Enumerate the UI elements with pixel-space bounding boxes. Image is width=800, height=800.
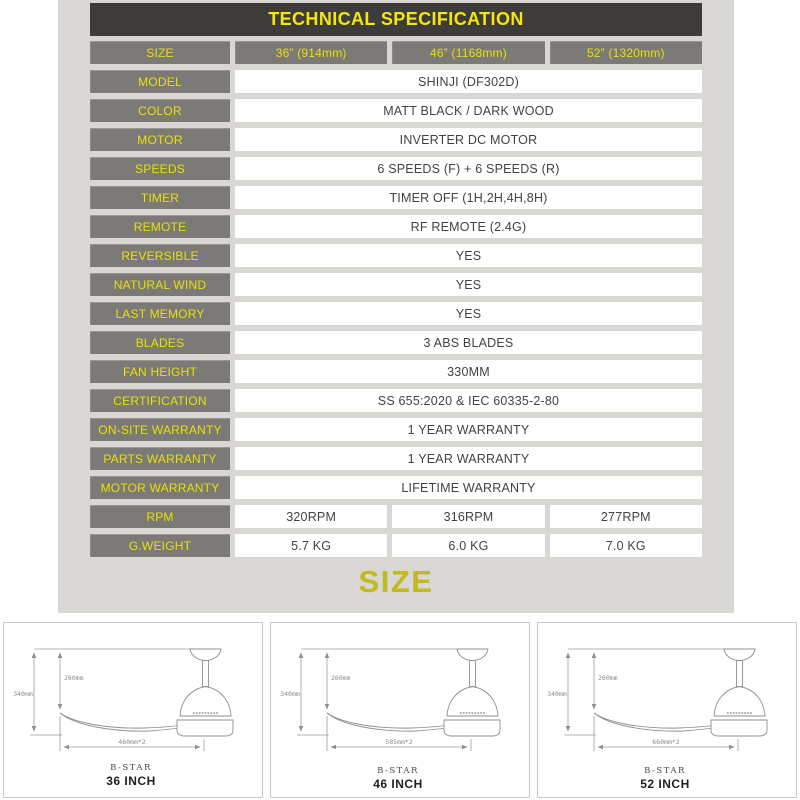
spec-row-reversible — [90, 244, 702, 267]
dim-total-height-label: 340mm — [13, 690, 33, 698]
spec-row-color — [90, 99, 702, 122]
weight-value-46: 6.0 KG — [392, 534, 544, 557]
size-columns — [235, 41, 702, 64]
series-name-label: B-STAR — [377, 766, 419, 776]
spec-value-cell: LIFETIME WARRANTY — [235, 476, 702, 499]
spec-row-timer — [90, 186, 702, 209]
spec-label-cell: COLOR — [90, 99, 230, 122]
section-title-bar — [90, 3, 702, 36]
spec-row-motor — [90, 128, 702, 151]
panel-size-label: 52 INCH — [640, 777, 690, 791]
fan-downrod — [737, 661, 743, 687]
panel-size-label: 46 INCH — [373, 777, 423, 791]
rpm-value-46: 316RPM — [392, 505, 544, 528]
size-col-36: 36” (914mm) — [235, 41, 387, 64]
spec-row-fan-height — [90, 360, 702, 383]
spec-label-cell: ON-SITE WARRANTY — [90, 418, 230, 441]
fan-body — [444, 649, 500, 736]
dim-total-height-label: 340mm — [547, 690, 567, 698]
weight-value-52: 7.0 KG — [550, 534, 702, 557]
size-panel-36-inch — [3, 622, 263, 798]
spec-value-cell: TIMER OFF (1H,2H,4H,8H) — [235, 186, 702, 209]
spec-row-natural-wind — [90, 273, 702, 296]
spec-row-last-memory — [90, 302, 702, 325]
spec-row-parts-warranty — [90, 447, 702, 470]
spec-label-cell: SPEEDS — [90, 157, 230, 180]
series-name-label: B-STAR — [110, 763, 152, 773]
spec-value-cell: YES — [235, 302, 702, 325]
spec-row-motor-warranty — [90, 476, 702, 499]
spec-label-cell: MOTOR — [90, 128, 230, 151]
spec-row-blades — [90, 331, 702, 354]
fan-motor-bell — [447, 687, 498, 717]
spec-label-cell: BLADES — [90, 331, 230, 354]
spec-label-cell: MOTOR WARRANTY — [90, 476, 230, 499]
section-title: TECHNICAL SPECIFICATION — [268, 9, 524, 29]
fan-motor-bell — [714, 687, 765, 717]
spec-value-cell: SS 655:2020 & IEC 60335-2-80 — [235, 389, 702, 412]
fan-light-housing — [711, 720, 767, 736]
dim-body-height-label: 260mm — [598, 674, 618, 682]
spec-label-cell: REVERSIBLE — [90, 244, 230, 267]
spec-label-cell: FAN HEIGHT — [90, 360, 230, 383]
fan-canopy — [190, 649, 221, 661]
size-col-46: 46” (1168mm) — [392, 41, 544, 64]
spec-label-cell: G.WEIGHT — [90, 534, 230, 557]
fan-body — [177, 649, 233, 736]
spec-label-cell: NATURAL WIND — [90, 273, 230, 296]
spec-value-cell: 330MM — [235, 360, 702, 383]
size-panel-46-inch — [270, 622, 530, 798]
spec-row-certification — [90, 389, 702, 412]
rpm-value-52: 277RPM — [550, 505, 702, 528]
spec-label-cell: MODEL — [90, 70, 230, 93]
series-name-label: B-STAR — [644, 766, 686, 776]
dim-blade-span-label: 585mm*2 — [385, 738, 413, 746]
dim-body-height-label: 260mm — [64, 674, 84, 682]
spec-label-cell: REMOTE — [90, 215, 230, 238]
weight-value-36: 5.7 KG — [235, 534, 387, 557]
spec-value-cell: 6 SPEEDS (F) + 6 SPEEDS (R) — [235, 157, 702, 180]
dim-total-height-label: 340mm — [280, 690, 300, 698]
fan-body — [711, 649, 767, 736]
spec-row-onsite-warranty — [90, 418, 702, 441]
fan-dimension-diagram-46 — [271, 623, 529, 797]
dim-blade-span-label: 460mm*2 — [118, 738, 146, 746]
spec-value-cell: 1 YEAR WARRANTY — [235, 447, 702, 470]
rpm-value-36: 320RPM — [235, 505, 387, 528]
fan-canopy — [457, 649, 488, 661]
spec-row-gweight — [90, 534, 702, 557]
fan-downrod — [203, 661, 209, 687]
spec-value-cell: 1 YEAR WARRANTY — [235, 418, 702, 441]
spec-label-cell: TIMER — [90, 186, 230, 209]
spec-table — [90, 3, 702, 557]
size-panel-52-inch — [537, 622, 797, 798]
spec-value-cell: INVERTER DC MOTOR — [235, 128, 702, 151]
spec-label-cell: PARTS WARRANTY — [90, 447, 230, 470]
dim-body-height-label: 260mm — [331, 674, 351, 682]
spec-label-cell: LAST MEMORY — [90, 302, 230, 325]
spec-value-cell: MATT BLACK / DARK WOOD — [235, 99, 702, 122]
fan-canopy — [724, 649, 755, 661]
fan-dimension-diagram-52 — [538, 623, 796, 797]
spec-row-speeds — [90, 157, 702, 180]
technical-specification-card — [58, 0, 734, 613]
rpm-columns — [235, 505, 702, 528]
fan-motor-bell — [180, 687, 231, 717]
size-panels — [0, 622, 800, 798]
fan-dimension-diagram-36 — [4, 623, 262, 797]
spec-value-cell: SHINJI (DF302D) — [235, 70, 702, 93]
spec-row-size — [90, 41, 702, 64]
spec-value-cell: YES — [235, 244, 702, 267]
size-section-title: SIZE — [358, 564, 434, 599]
spec-row-remote — [90, 215, 702, 238]
fan-light-housing — [444, 720, 500, 736]
fan-light-housing — [177, 720, 233, 736]
dim-blade-span-label: 660mm*2 — [652, 738, 680, 746]
fan-downrod — [470, 661, 476, 687]
spec-value-cell: YES — [235, 273, 702, 296]
spec-value-cell: 3 ABS BLADES — [235, 331, 702, 354]
spec-value-cell: RF REMOTE (2.4G) — [235, 215, 702, 238]
spec-label-cell: CERTIFICATION — [90, 389, 230, 412]
weight-columns — [235, 534, 702, 557]
panel-size-label: 36 INCH — [106, 774, 156, 788]
size-col-52: 52” (1320mm) — [550, 41, 702, 64]
spec-row-rpm — [90, 505, 702, 528]
spec-label-cell: SIZE — [90, 41, 230, 64]
spec-label-cell: RPM — [90, 505, 230, 528]
spec-row-model — [90, 70, 702, 93]
